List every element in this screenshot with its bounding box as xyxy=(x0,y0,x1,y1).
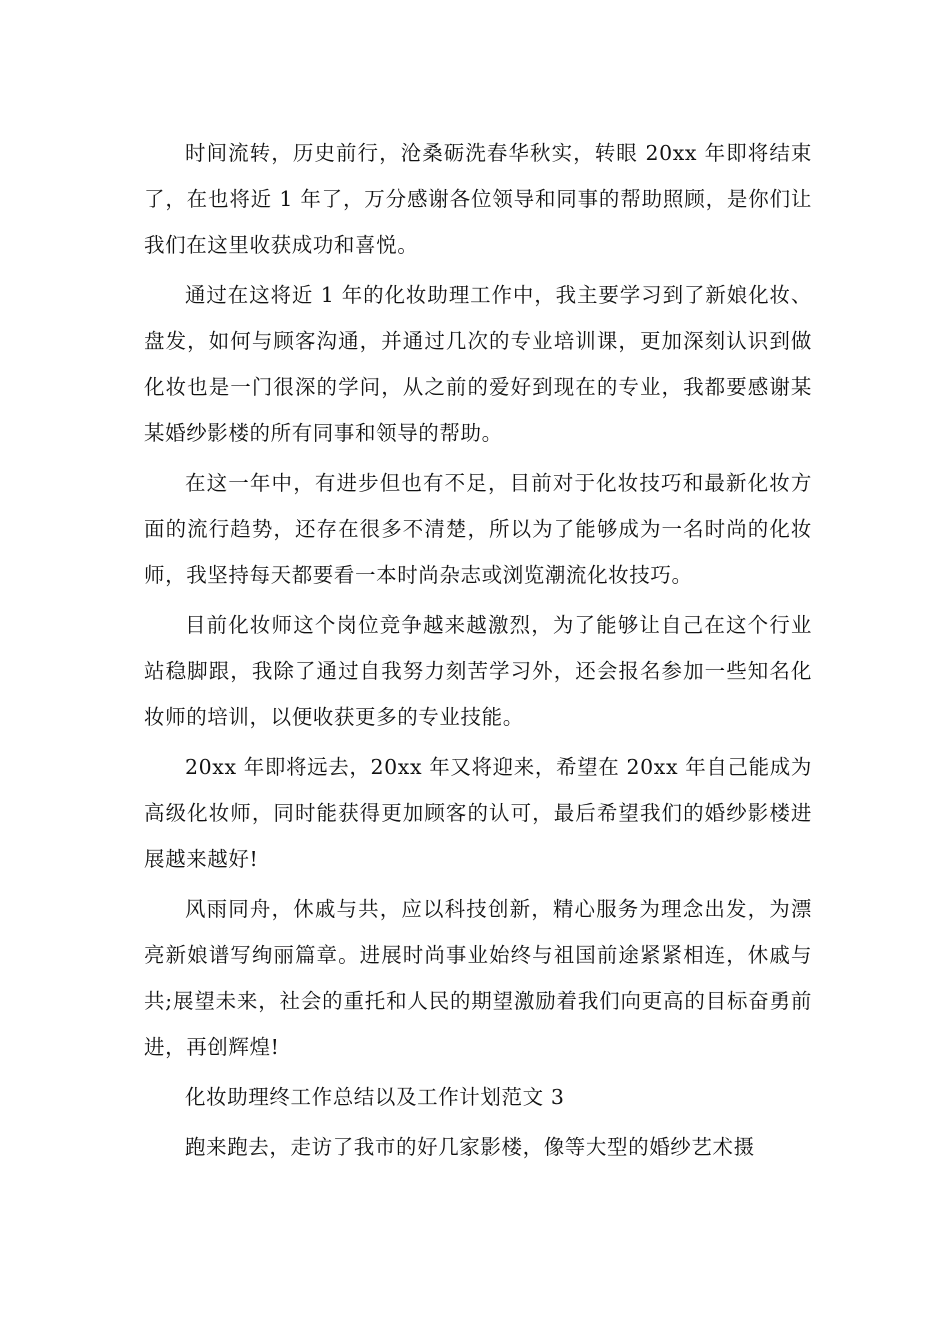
paragraph-2: 通过在这将近 1 年的化妆助理工作中，我主要学习到了新娘化妆、盘发，如何与顾客沟通，并通过几次的专业培训课，更加深刻认识到做化妆也是一门很深的学问，从之前的爱好到现在的专业，我都要感谢某某婚纱影楼的所有同事和领导的帮助。 xyxy=(144,283,812,445)
paragraph-6: 风雨同舟，休戚与共，应以科技创新，精心服务为理念出发，为漂亮新娘谱写绚丽篇章。进展时尚事业始终与祖国前途紧紧相连，休戚与共;展望未来，社会的重托和人民的期望激励着我们向更高的目标奋勇前进，再创辉煌! xyxy=(144,897,812,1059)
section-heading: 化妆助理终工作总结以及工作计划范文 3 xyxy=(185,1085,565,1109)
document-body xyxy=(144,130,812,1170)
paragraph-5: 20xx 年即将远去，20xx 年又将迎来，希望在 20xx 年自己能成为高级化妆师，同时能获得更加顾客的认可，最后希望我们的婚纱影楼进展越来越好! xyxy=(144,755,812,871)
paragraph-4: 目前化妆师这个岗位竞争越来越激烈，为了能够让自己在这个行业站稳脚跟，我除了通过自我努力刻苦学习外，还会报名参加一些知名化妆师的培训，以便收获更多的专业技能。 xyxy=(144,613,812,729)
paragraph-1: 时间流转，历史前行，沧桑砺洗春华秋实，转眼 20xx 年即将结束了，在也将近 1 年了，万分感谢各位领导和同事的帮助照顾，是你们让我们在这里收获成功和喜悦。 xyxy=(144,141,812,257)
paragraph-7: 跑来跑去，走访了我市的好几家影楼，像等大型的婚纱艺术摄 xyxy=(185,1135,755,1159)
paragraph-3: 在这一年中，有进步但也有不足，目前对于化妆技巧和最新化妆方面的流行趋势，还存在很多不清楚，所以为了能够成为一名时尚的化妆师，我坚持每天都要看一本时尚杂志或浏览潮流化妆技巧。 xyxy=(144,471,812,587)
